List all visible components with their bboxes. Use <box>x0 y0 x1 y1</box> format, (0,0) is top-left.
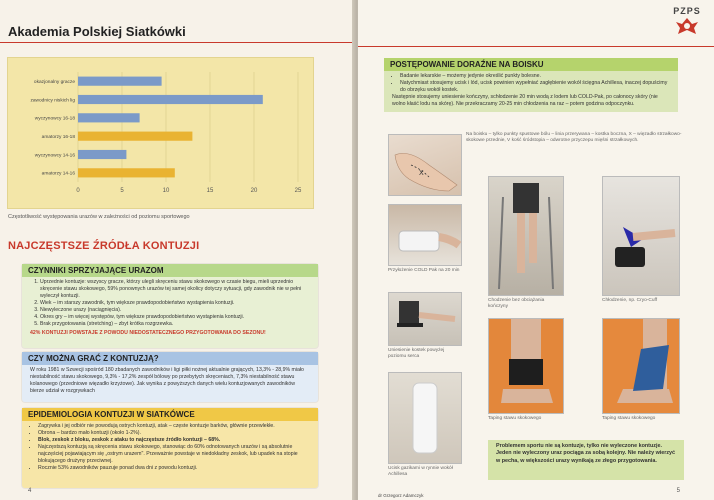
first-aid-heading: POSTĘPOWANIE DORAŹNE NA BOISKU <box>384 58 678 71</box>
crutches-icon <box>489 177 563 295</box>
crutches-photo <box>488 176 564 296</box>
category-label: amatorzy 16-18 <box>41 135 75 140</box>
chart-bar <box>78 113 140 122</box>
category-label: wyczynowcy 14-16 <box>34 153 75 159</box>
title-rule <box>0 42 356 43</box>
svg-text:X: X <box>419 170 424 177</box>
injury-chart <box>8 58 313 208</box>
list-item: 1. Uprzednie kontuzje: wszyscy gracze, którzy ulegli skręceniu stawu skokowego w czasie biegu, mieli uprzednio skręcenie stawu skokowego, 59% ponownych urazów tej samej okolicy dotyczy sytuacji, gdy zawodnik nie w pełni wyleczył kontuzji. <box>40 279 310 300</box>
category-label: amatorzy 14-16 <box>41 171 75 177</box>
elevate-caption: Uniesienie kostek powyżej poziomu serca <box>388 348 445 359</box>
elevate-photo <box>388 292 462 346</box>
risk-factors-heading: CZYNNIKI SPRZYJAJĄCE URAZOM <box>22 264 318 277</box>
category-label: zawodnicy niskich lig <box>30 98 75 104</box>
risk-factors-body <box>22 277 318 341</box>
x-tick-label: 15 <box>206 188 214 194</box>
walk-caption: Chodzenie bez obciążania kończyny <box>488 298 545 309</box>
list-item: 5. Brak przygotowania (stretching) – zbyt krótka rozgrzewka. <box>40 321 310 328</box>
risk-factors-box <box>22 264 318 348</box>
x-tick-label: 25 <box>294 188 302 194</box>
category-label: okazjonalny gracze <box>33 80 75 85</box>
list-item: 3. Niewyleczone urazy (naciągnięcia). <box>40 307 310 314</box>
highlight-text: 42% KONTUZJI POWSTAJE Z POWODU NIEDOSTATECZNEGO PRZYGOTOWANIA DO SEZONU! <box>30 330 266 337</box>
chart-caption: Częstotliwość występowania urazów w zależności od poziomu sportowego <box>8 214 190 220</box>
gauze-photo <box>388 372 462 464</box>
cryo-caption: Chłodzenie, np. Cryo-Cuff <box>602 298 658 303</box>
foot-points-photo <box>388 134 462 196</box>
chart-bar <box>78 132 192 141</box>
list-item: • Rocznie 53% zawodników pauzuje ponad dwa dni z powodu kontuzji. <box>38 465 310 472</box>
x-tick-label: 20 <box>250 188 258 194</box>
chart-bar <box>78 150 126 159</box>
list-item: 4. Okres gry – im więcej występów, tym większe prawdopodobieństwo wystąpienia kontuzji. <box>40 314 310 321</box>
ice-pack-icon <box>389 205 461 265</box>
page-number-left: 4 <box>28 488 32 494</box>
taping2-caption: Taping stawu skokowego <box>602 416 656 421</box>
list-item: • Najczęstszą kontuzją są skręcenia stawu skokowego, stanowiąc do 60% odnotowanych urazów i są absolutnie najczęściej pojawiającym się „ostrym urazem". Przeważnie powstaje w niedokładny zeskok, lub upadek na stopie blokującego drużyny przeciwnej. <box>38 444 310 465</box>
first-aid-body <box>384 71 678 112</box>
cryo-cuff-photo <box>602 176 680 296</box>
x-tick-label: 0 <box>76 188 80 194</box>
points-caption: Na boisku – tylko punkty spustowe bólu – linia przerywana – kostka boczna, X – więzadło strzałkowo-skokowe przednie, V kość śródstopia – odwrotne przyczepu mięśni strzałkowych. <box>466 132 682 143</box>
cold-pak-photo <box>388 204 462 266</box>
x-tick-label: 5 <box>120 188 124 194</box>
logo-text: PZPS <box>673 6 701 16</box>
epidemiology-heading: EPIDEMIOLOGIA KONTUZJI W SIATKÓWCE <box>22 408 318 421</box>
first-aid-box <box>384 58 678 112</box>
right-page <box>358 0 714 500</box>
play-injured-box <box>22 352 318 402</box>
left-page <box>0 0 356 500</box>
title-rule <box>358 46 714 47</box>
play-injured-heading: CZY MOŻNA GRAĆ Z KONTUZJĄ? <box>22 352 318 365</box>
author: dr Grzegorz Adamczyk <box>378 493 424 498</box>
taping1-caption: Taping stawu skokowego <box>488 416 542 421</box>
page-title: Akademia Polskiej Siatkówki <box>8 24 186 39</box>
chart-bar <box>78 168 175 177</box>
chart-bar <box>78 77 162 86</box>
chair-leg-icon <box>389 293 461 345</box>
epidemiology-body <box>22 421 318 476</box>
foot-marked-icon <box>389 135 461 195</box>
page-number-right: 5 <box>676 488 680 494</box>
cryo-device-icon <box>603 177 679 295</box>
list-item: 2. Wiek – im starszy zawodnik, tym większe prawdopodobieństwo wystąpienia kontuzji. <box>40 300 310 307</box>
bottom-note: Problemem sportu nie są kontuzje, tylko nie wyleczone kontuzje. Jeden nie wyleczony uraz pociąga za sobą kolejny. Nie należy wierzyć w pecha, w większości urazy wynikają ze złego przygotowania. <box>488 440 684 480</box>
gauze-caption: Ucisk gazikami w rynnie wokół Achillesa <box>388 466 453 477</box>
eagle-emblem-icon <box>672 16 702 38</box>
list-item: • Badanie lekarskie – możemy jedynie określić punkty bolesne. <box>400 73 670 80</box>
epidemiology-box <box>22 408 318 488</box>
taped-ankle-icon <box>489 319 563 413</box>
play-injured-body: W roku 1981 w Szwecji spośród 180 zbadanych zawodników i ligi piłki nożnej aktualnie grających, 13,3% - 28,9% miało niestabilność stawu skokowego, 9,3% - 17,2% zespół bólowy po przebytych skręceniach, 7,3% niestabilność stawu kolanowego (przedniowe więzadło krzyżowe). Jak wynika z powyższych danych wielu kontuzjowanych zawodników bierze udział w rozgrywkach <box>30 367 304 395</box>
chart-bar <box>78 95 263 104</box>
pzps-logo <box>670 6 704 43</box>
list-item: • Zagrywka i jej odbiór nie powodują ostrych kontuzji, atak – częste kontuzje barków, głównie przewlekłe. <box>38 423 310 430</box>
taped-ankle-blue-icon <box>603 319 679 413</box>
category-label: wyczynowcy 16-18 <box>34 116 75 122</box>
first-aid-text: Następnie stosujemy uniesienie kończyny, schłodzenie 20 min wodą z lodem lub COLD-Pak, po całonocy skóry (nie wolno kłaść lodu na skórę). Nie przekraczamy 20-25 min chłodzenia na raz – potem godzina odpoczynku. <box>392 94 658 108</box>
taping2-photo <box>602 318 680 414</box>
section-title: NAJCZĘSTSZE ŹRÓDŁA KONTUZJI <box>8 240 200 252</box>
cold-caption: Przyłożenie COLD Pak na 20 min <box>388 268 460 273</box>
bandage-icon <box>389 373 461 463</box>
list-item: • Blok, zeskok z bloku, zeskok z ataku to najczęstsze źródło kontuzji – 68%. <box>38 437 310 444</box>
x-tick-label: 10 <box>162 188 170 194</box>
chart-svg <box>8 58 313 208</box>
list-item: • Natychmiast stosujemy ucisk i lód, ucisk powinien wypełniać zagłębienie wokół ścięgna Achillesa, inaczej dopuścimy do obrzęku wokół kostek. <box>400 80 670 94</box>
taping1-photo <box>488 318 564 414</box>
list-item: • Obrona – bardzo mało kontuzji (około 1-2%). <box>38 430 310 437</box>
